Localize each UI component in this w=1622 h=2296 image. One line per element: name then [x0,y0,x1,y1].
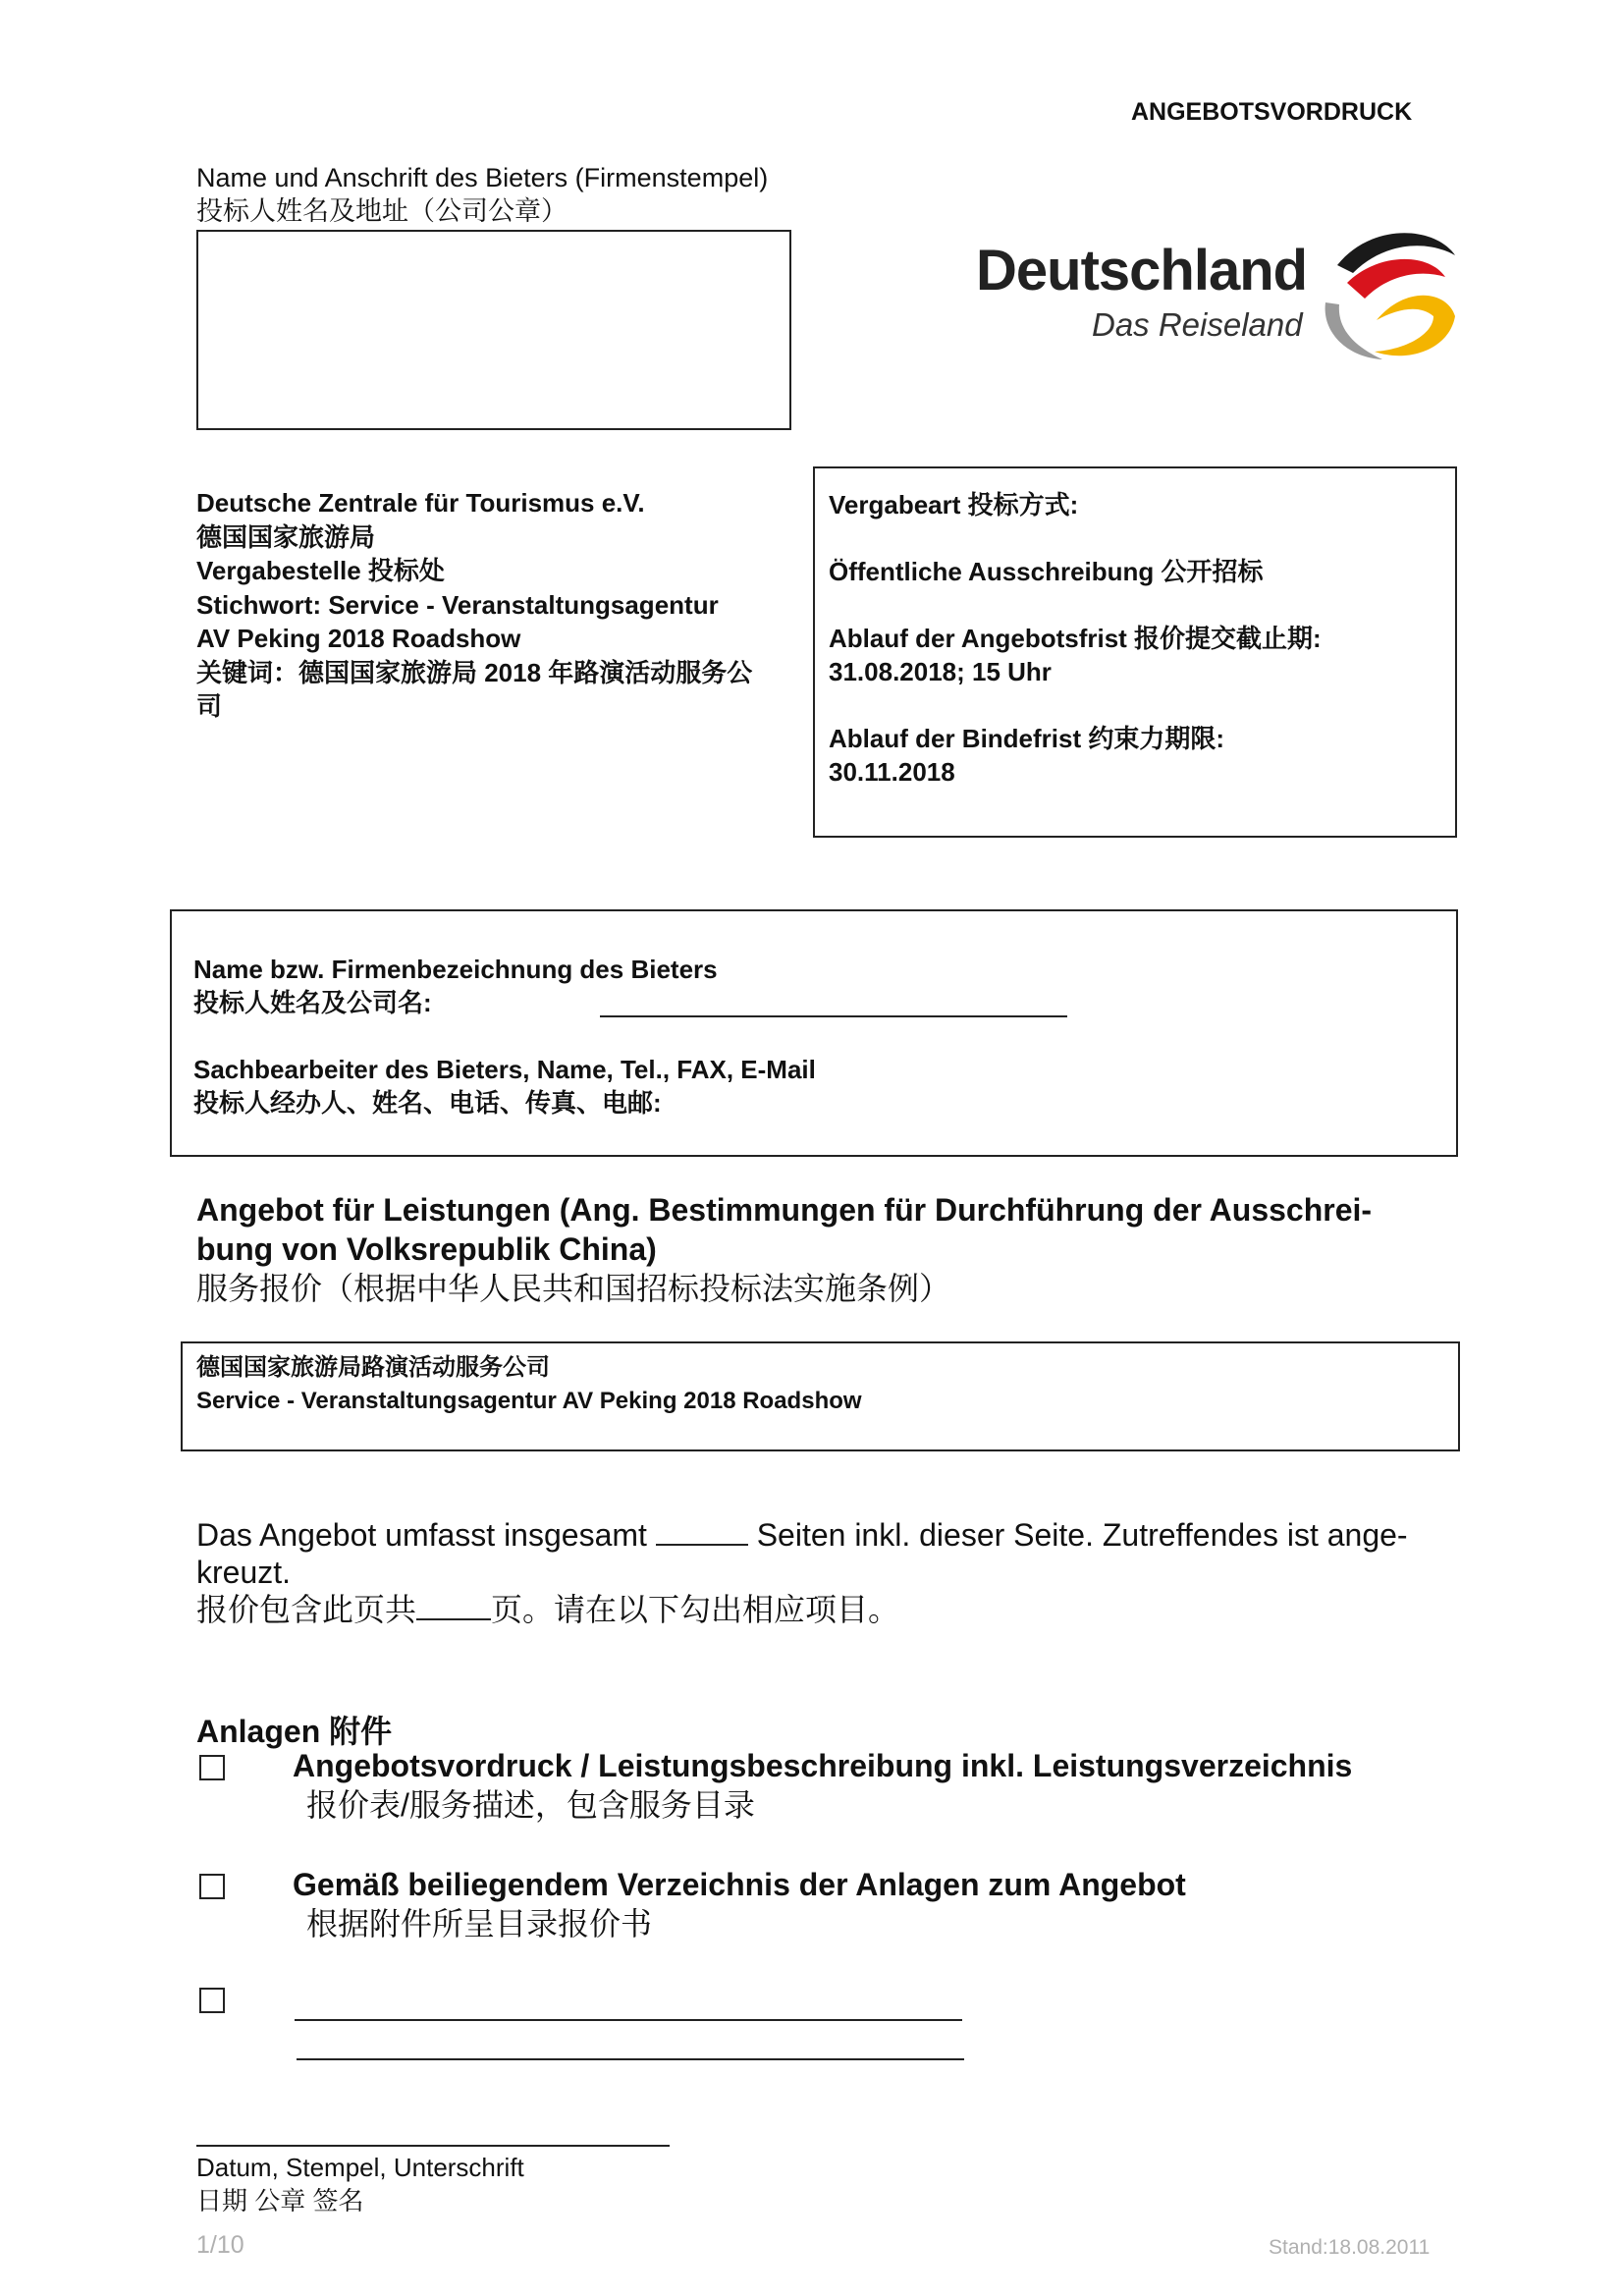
attachment-item-2 [293,1865,1186,1943]
keyword-zh: 关键词：德国国家旅游局 2018 年路演活动服务公 [196,657,753,687]
signature-label-zh: 日期 公章 签名 [196,2186,364,2215]
page-count-de-after: Seiten inkl. dieser Seite. Zutreffendes ist ange- [756,1517,1408,1553]
binding-period-value: 30.11.2018 [829,757,955,787]
other-attachment-field-1[interactable] [295,2019,962,2021]
signature-label-de: Datum, Stempel, Unterschrift [196,2153,524,2182]
attachment-item-1-zh: 报价表/服务描述，包含服务目录 [306,1787,755,1823]
page-count-zh-after: 页。请在以下勾出相应项目。 [491,1592,900,1627]
page-count-de [196,1516,1408,1554]
authority-name-zh: 德国国家旅游局 [196,521,376,552]
keyword-de: Stichwort: Service - Veranstaltungsagentur [196,589,719,620]
page-count-de-before: Das Angebot umfasst insgesamt [196,1517,647,1553]
subject-de: Service - Veranstaltungsagentur AV Peking 2018 Roadshow [196,1388,862,1414]
logo-title: Deutschland [976,239,1308,302]
bidder-name-field[interactable] [600,1015,1067,1017]
procurement-method-value: Öffentliche Ausschreibung 公开招标 [829,557,1264,586]
subject-text [196,1351,862,1418]
bidder-contact-label-zh: 投标人经办人、姓名、电话、传真、电邮: [193,1088,662,1118]
page-count-zh [196,1591,1408,1628]
bidder-contact-label-de: Sachbearbeiter des Bieters, Name, Tel., FAX, E-Mail [193,1055,816,1084]
attachment-item-2-zh: 根据附件所呈目录报价书 [306,1906,653,1941]
attachment-checkbox-1[interactable] [199,1755,225,1780]
offer-title-line1: Angebot für Leistungen (Ang. Bestimmungen für Durchführung der Ausschrei- [196,1192,1373,1228]
keyword-zh-cont: 司 [196,691,223,721]
subject-zh: 德国国家旅游局路演活动服务公司 [196,1354,550,1381]
page-count-field-zh[interactable] [416,1618,491,1620]
deutschland-logo [972,226,1473,373]
bidder-name-label-zh: 投标人姓名及公司名: [193,988,432,1017]
signature-label [196,2151,524,2217]
offer-title-line2: bung von Volksrepublik China) [196,1231,657,1267]
other-attachment-field-2[interactable] [297,2058,964,2060]
binding-period-label: Ablauf der Bindefrist 约束力期限: [829,724,1225,753]
attachment-item-1-de: Angebotsvordruck / Leistungsbeschreibung inkl. Leistungsverzeichnis [293,1748,1353,1783]
keyword-de-cont: AV Peking 2018 Roadshow [196,624,521,653]
bidder-info [193,953,816,1120]
awarding-office: Vergabestelle 投标处 [196,556,445,585]
offer-title [196,1190,1372,1308]
procurement-method-label: Vergabeart 投标方式: [829,490,1079,519]
revision-date: Stand:18.08.2011 [1269,2236,1431,2259]
authority-name: Deutsche Zentrale für Tourismus e.V. [196,488,645,518]
attachment-item-2-de: Gemäß beiliegendem Verzeichnis der Anlagen zum Angebot [293,1867,1186,1902]
attachment-checkbox-2[interactable] [199,1874,225,1899]
page-number: 1/10 [196,2231,244,2259]
offer-title-zh: 服务报价（根据中华人民共和国招标投标法实施条例） [196,1271,951,1306]
bidder-stamp-label-zh: 投标人姓名及地址（公司公章） [196,196,568,226]
logo-swirl-icon [1318,226,1467,363]
attachments-heading: Anlagen 附件 [196,1714,393,1749]
offer-deadline-label: Ablauf der Angebotsfrist 报价提交截止期: [829,624,1322,653]
attachment-checkbox-3[interactable] [199,1988,225,2013]
procurement-info [829,488,1322,789]
bidder-info-box [170,909,1458,1157]
page-count-field[interactable] [656,1544,748,1546]
bidder-stamp-box[interactable] [196,230,791,430]
signature-line[interactable] [196,2145,670,2147]
offer-deadline-value: 31.08.2018; 15 Uhr [829,657,1052,686]
page-count-de-line2: kreuzt. [196,1555,292,1590]
procurement-info-box [813,466,1457,838]
document-type: ANGEBOTSVORDRUCK [1131,98,1413,126]
bidder-stamp-label [196,161,768,228]
page-count-zh-before: 报价包含此页共 [196,1592,417,1627]
attachment-item-1 [293,1746,1352,1825]
contracting-authority [196,486,752,724]
bidder-name-label-de: Name bzw. Firmenbezeichnung des Bieters [193,955,718,984]
subject-box [181,1341,1460,1451]
page-count-statement [196,1516,1408,1628]
logo-subtitle: Das Reiseland [1092,306,1303,343]
bidder-stamp-label-de: Name und Anschrift des Bieters (Firmenstempel) [196,163,769,192]
